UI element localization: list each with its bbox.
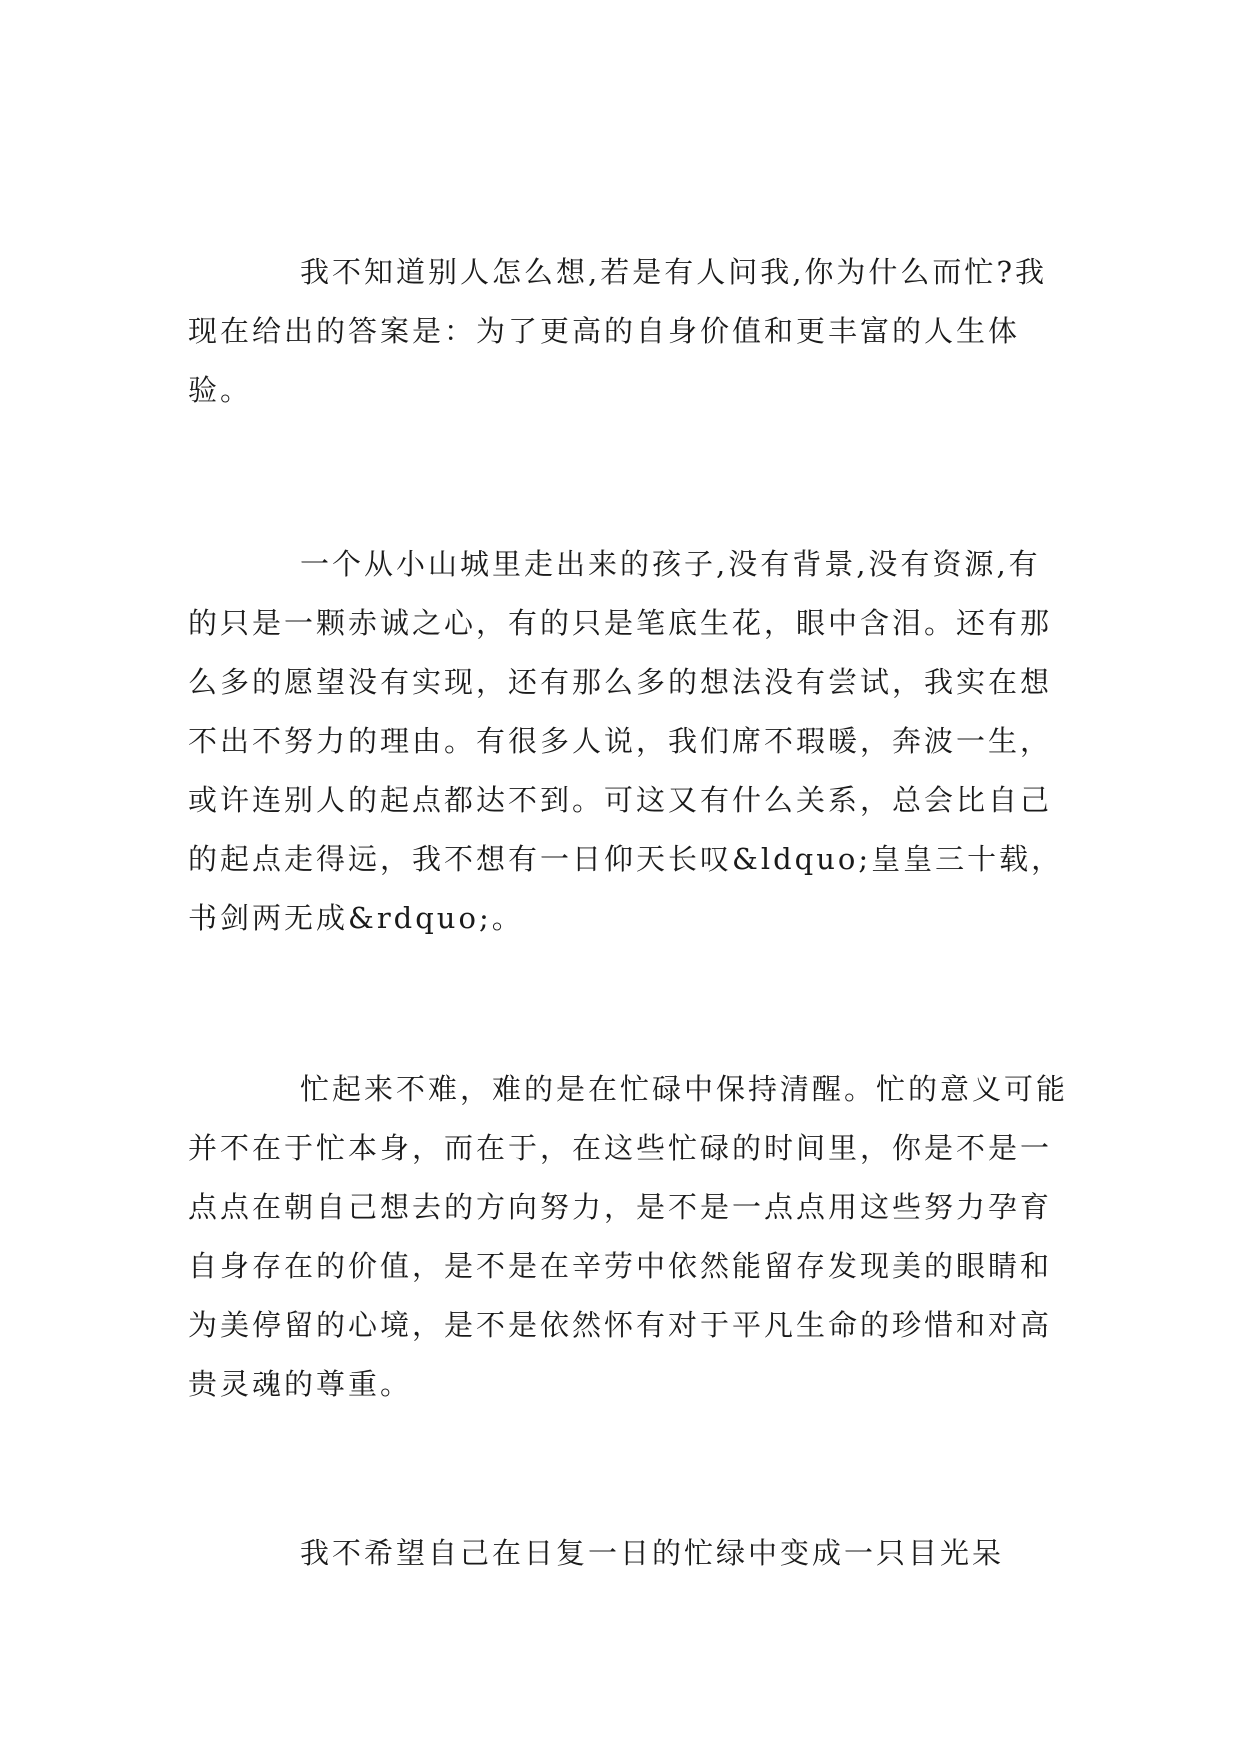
paragraph-1: 我不知道别人怎么想,若是有人问我,你为什么而忙?我现在给出的答案是：为了更高的自身价值和更丰富的人生体验。 — [188, 255, 1047, 407]
paragraph-3: 忙起来不难，难的是在忙碌中保持清醒。忙的意义可能并不在于忙本身，而在于，在这些忙碌的时间里，你是不是一点点在朝自己想去的方向努力，是不是一点点用这些努力孕育自身存在的价值，是不是在辛劳中依然能留存发现美的眼睛和为美停留的心境，是不是依然怀有对于平凡生命的珍惜和对高贵灵魂的尊重。 — [188, 1072, 1069, 1401]
paragraph-4: 我不希望自己在日复一日的忙绿中变成一只目光呆 — [300, 1536, 1005, 1570]
paragraph-2: 一个从小山城里走出来的孩子,没有背景,没有资源,有的只是一颗赤诚之心，有的只是笔底生花，眼中含泪。还有那么多的愿望没有实现，还有那么多的想法没有尝试，我实在想不出不努力的理由。有很多人说，我们席不瑕暖，奔波一生，或许连别人的起点都达不到。可这又有什么关系，总会比自己的起点走得远，我不想有一日仰天长叹&ldquo;皇皇三十载，书剑两无成&rdquo;。 — [188, 547, 1064, 935]
